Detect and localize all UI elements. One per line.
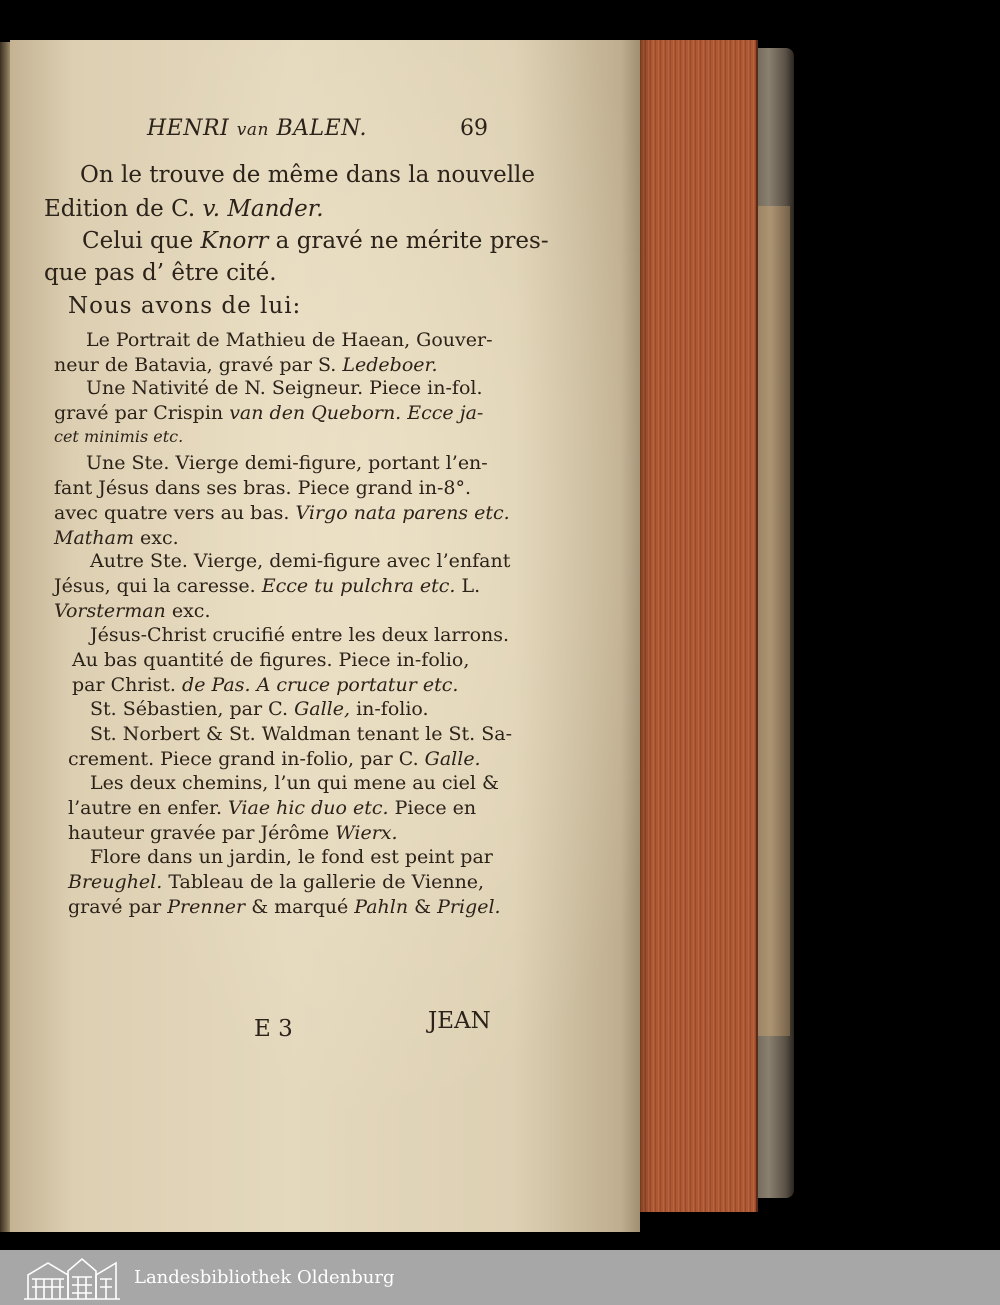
library-building-icon xyxy=(22,1255,122,1301)
text-line: que pas d’ être cité. xyxy=(44,260,277,286)
text-segment: hauteur gravée par Jérôme xyxy=(68,822,330,844)
text-segment-italic: Viae hic duo etc. xyxy=(228,797,389,819)
text-line xyxy=(54,504,510,523)
text-line xyxy=(44,198,324,221)
text-segment-italic: Ledeboer. xyxy=(342,354,438,376)
text-line xyxy=(54,529,179,548)
text-segment: exc. xyxy=(140,527,179,549)
text-segment: L. xyxy=(461,575,481,597)
running-head-title-mid: van xyxy=(236,120,269,140)
text-segment: crement. Piece grand in-folio, par C. xyxy=(68,748,419,770)
text-segment: Edition de C. xyxy=(44,196,196,222)
footer-bar xyxy=(0,1250,1000,1305)
text-segment: l’autre en enfer. xyxy=(68,797,222,819)
text-segment-italic: Prigel. xyxy=(437,896,501,918)
text-segment: gravé par xyxy=(68,896,162,918)
text-line xyxy=(54,404,483,423)
text-line xyxy=(68,873,484,892)
library-name: Landesbibliothek Oldenburg xyxy=(134,1267,395,1288)
text-segment: avec quatre vers au bas. xyxy=(54,502,290,524)
text-segment: Celui que xyxy=(82,228,194,254)
book-page xyxy=(10,40,640,1232)
text-segment: & marqué xyxy=(251,896,349,918)
text-segment: in-folio. xyxy=(356,698,429,720)
catchword: JEAN xyxy=(428,1008,491,1034)
text-line xyxy=(54,602,210,621)
text-line xyxy=(68,824,398,843)
text-line: Flore dans un jardin, le fond est peint par xyxy=(90,846,493,868)
text-line: St. Norbert & St. Waldman tenant le St. Sa- xyxy=(90,723,512,745)
text-line: Une Nativité de N. Seigneur. Piece in-fol. xyxy=(86,377,483,399)
text-line: Au bas quantité de figures. Piece in-folio, xyxy=(72,649,470,671)
text-segment: neur de Batavia, gravé par S. xyxy=(54,354,337,376)
text-line xyxy=(68,898,501,917)
text-segment: & xyxy=(414,896,432,918)
text-line xyxy=(54,356,438,375)
signature-mark: E 3 xyxy=(254,1016,293,1042)
text-line xyxy=(72,676,458,695)
page-number: 69 xyxy=(460,116,488,141)
text-segment: Jésus, qui la caresse. xyxy=(54,575,256,597)
text-line: cet minimis etc. xyxy=(54,427,184,446)
text-line xyxy=(68,750,481,769)
text-segment-italic: Matham xyxy=(54,527,134,549)
text-segment: St. Sébastien, par C. xyxy=(90,698,289,720)
text-line: Le Portrait de Mathieu de Haean, Gouver- xyxy=(86,329,493,351)
text-segment-italic: van den Queborn. Ecce ja- xyxy=(229,402,484,424)
text-line: Jésus-Christ crucifié entre les deux larrons. xyxy=(90,624,510,646)
text-segment-italic: v. Mander. xyxy=(202,196,324,222)
text-segment-italic: Pahln xyxy=(354,896,409,918)
running-head xyxy=(147,118,367,140)
running-head-title-left: HENRI xyxy=(147,116,230,141)
text-line xyxy=(82,230,549,253)
text-line xyxy=(54,577,480,596)
text-line: fant Jésus dans ses bras. Piece grand in-8°. xyxy=(54,477,472,499)
running-head-title-right: BALEN. xyxy=(276,116,368,141)
text-line xyxy=(68,799,476,818)
text-segment: par Christ. xyxy=(72,674,176,696)
text-segment-italic: Virgo nata parens etc. xyxy=(295,502,510,524)
text-segment-italic: Galle. xyxy=(424,748,481,770)
text-line: On le trouve de même dans la nouvelle xyxy=(80,162,536,188)
text-line: Les deux chemins, l’un qui mene au ciel & xyxy=(90,772,499,794)
text-segment-italic: Vorsterman xyxy=(54,600,166,622)
text-line: Une Ste. Vierge demi-figure, portant l’en- xyxy=(86,452,488,474)
text-segment: a gravé ne mérite pres- xyxy=(275,228,549,254)
text-segment-italic: Ecce tu pulchra etc. xyxy=(261,575,456,597)
text-segment: Piece en xyxy=(394,797,477,819)
text-segment-italic: Galle, xyxy=(294,698,351,720)
text-segment: Tableau de la gallerie de Vienne, xyxy=(168,871,485,893)
text-segment-italic: Prenner xyxy=(167,896,246,918)
text-segment: gravé par Crispin xyxy=(54,402,224,424)
text-segment: exc. xyxy=(171,600,211,622)
text-line xyxy=(90,700,429,719)
text-segment-italic: Breughel. xyxy=(68,871,163,893)
text-segment-italic: de Pas. A cruce portatur etc. xyxy=(182,674,459,696)
text-line: Autre Ste. Vierge, demi-figure avec l’enfant xyxy=(90,550,511,572)
text-segment-italic: Wierx. xyxy=(335,822,398,844)
section-heading: Nous avons de lui: xyxy=(68,293,302,319)
text-segment-italic: Knorr xyxy=(200,228,269,254)
